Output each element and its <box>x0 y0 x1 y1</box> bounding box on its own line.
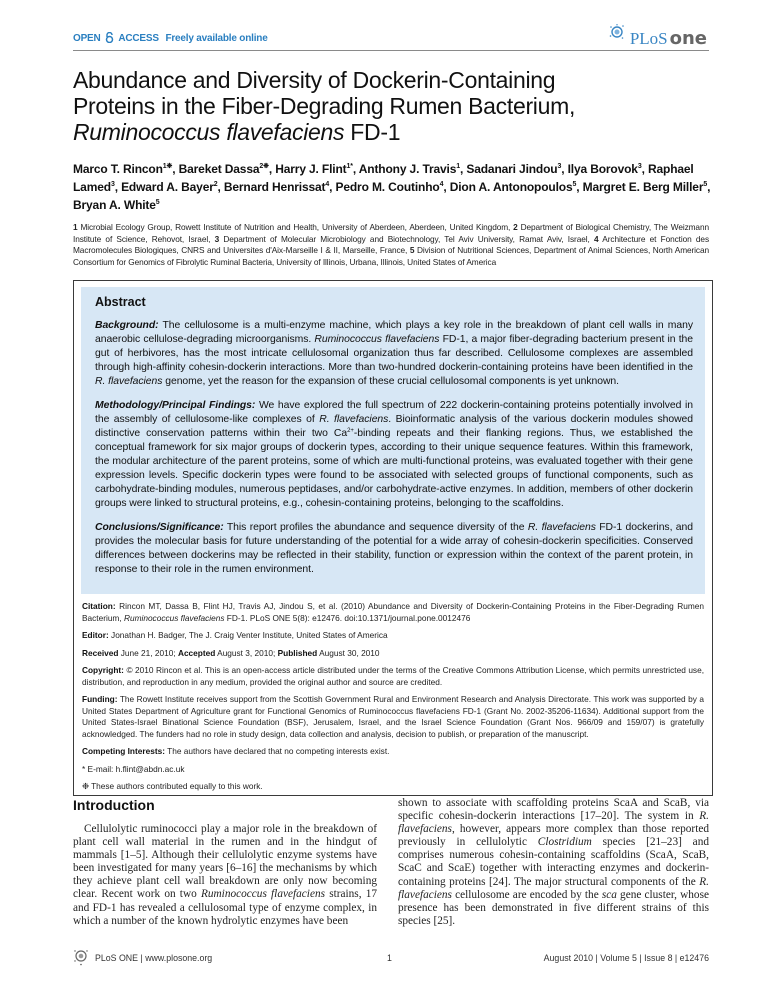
author-name: Bareket Dassa <box>178 162 260 176</box>
footer-journal-link[interactable]: PLoS ONE | www.plosone.org <box>95 953 213 963</box>
separator: , <box>172 162 179 176</box>
editor <box>82 630 704 642</box>
species-name: Ruminococcus flavefaciens <box>123 612 225 623</box>
species-name: R. flavefaciens <box>527 522 596 533</box>
text: gene cluster, whose presence has been demonstrated in five different strains of this species [25]. <box>398 888 709 927</box>
author-name: Edward A. Bayer <box>121 180 214 194</box>
abstract-info-box <box>73 280 713 796</box>
author <box>73 198 160 212</box>
funding <box>82 694 704 740</box>
abstract-panel <box>81 287 705 594</box>
text: August 30, 2010 <box>317 647 380 658</box>
superscript: 2+ <box>347 428 354 434</box>
funding-label: Funding: <box>82 694 118 704</box>
affiliation-text: Department of Biological Chemistry, The Weizmann Institute of Science, Rehovot, Israel, <box>73 222 709 244</box>
text: species [21–23] and comprises numerous cohesin-containing scaffoldins (ScaA, ScaB, ScaC and ScaE) together with interacting enzymes and dockerin-containing proteins [24]. The major structural components of the <box>398 836 709 888</box>
received-label: Received <box>82 647 119 658</box>
author-name: Anthony J. Travis <box>358 162 457 176</box>
intro-left-column <box>73 823 377 928</box>
text: FD-1. PLoS ONE 5(8): e12476. doi:10.1371/journal.pone.0012476 <box>224 612 471 623</box>
free-label: Freely available online <box>165 33 268 44</box>
text: , however, appears more complex than those reported previously in cellulolytic <box>398 823 709 849</box>
affiliation-number: 2 <box>513 222 518 232</box>
text: -binding repeats and their flanking regions. Thus, we established the conceptual framework for six major groups of dockerin types, according to their unique sequence features. Within this framework, the modular architecture of the parent proteins, some of which are multi-functional proteins, was evaluated together with their gene expression levels. Specific dockerin types were found to be associated with selected groups of functional components, such as carbohydrate-binding modules, numerous peptidases, and/or carbohydrate-active enzymes. In addition, members of other dockerin groups were linked to structural proteins, e.g., cohesin-containing proteins, belonging to the scaffoldins. <box>95 428 693 509</box>
text: shown to associate with scaffolding proteins ScaA and ScaB, via specific cohesin-dockerin interactions [17–20]. The system in <box>398 797 709 823</box>
separator: , <box>460 162 467 176</box>
copyright-label: Copyright: <box>82 665 124 675</box>
article-title <box>73 67 713 145</box>
text: © 2010 Rincon et al. This is an open-access article distributed under the terms of the Creative Commons Attribution License, which permits unrestricted use, distribution, and reproduction in any medium, provided the original author and source are credited. <box>82 665 704 687</box>
title-line-1: Abundance and Diversity of Dockerin-Containing <box>73 67 556 93</box>
separator: , <box>641 162 648 176</box>
text: FD-1, a major fiber-degrading bacterium present in the gut of herbivores, has the most intricate cellulosomal organization thus far described. Cellulosome complexes are assembled through high-affinity cohesin-dockerin interactions. More than two-hundred dockerin-containing proteins have been identified in the <box>95 334 694 373</box>
strain-name: FD-1 <box>344 119 401 145</box>
editor-label: Editor: <box>82 630 109 640</box>
open-lock-icon <box>105 32 114 43</box>
text: FD-1 dockerins, and provides the molecular basis for future understanding of the potential for a wide array of cohesin-dockerin specificities. Conserved differences between dockerins may be reflected in their stability, function or expression within the context of the parent protein, in response to their role in the rumen environment. <box>95 522 693 575</box>
citation-label: Citation: <box>82 601 116 611</box>
intro-right-column <box>398 797 709 928</box>
author <box>450 180 583 194</box>
author-name: Dion A. Antonopoulos <box>449 180 573 194</box>
author <box>568 162 648 176</box>
species-name: R. flavefaciens <box>398 875 709 901</box>
text: The cellulosome is a multi-enzyme machine, which plays a key role in the breakdown of plant cell walls in many anaerobic cellulose-degrading microorganisms. <box>95 320 693 345</box>
article-metadata <box>82 601 704 799</box>
affiliations <box>73 222 709 269</box>
affiliation-number: 3 <box>214 233 220 244</box>
page-number: 1 <box>387 953 392 963</box>
abstract-background <box>95 319 693 389</box>
accepted-label: Accepted <box>177 647 216 658</box>
open-label: OPEN <box>73 33 101 44</box>
text: June 21, 2010; <box>118 647 178 658</box>
text: The authors have declared that no competing interests exist. <box>164 746 390 756</box>
title-line-2: Proteins in the Fiber-Degrading Rumen Bacterium, <box>73 93 576 119</box>
published-label: Published <box>277 647 318 658</box>
access-label: ACCESS <box>118 33 159 44</box>
author-affiliation-sup: 5 <box>155 199 160 206</box>
methodology-label: Methodology/Principal Findings: <box>95 400 256 411</box>
separator: , <box>707 180 711 194</box>
citation <box>82 601 704 624</box>
author-affiliation-sup: 2❉ <box>259 163 269 170</box>
text: Rincon MT, Dassa B, Flint HJ, Travis AJ, Jindou S, et al. (2010) Abundance and Diversity of Dockerin-Containing Proteins in the Fiber-Degrading Rumen Bacterium, <box>82 601 704 623</box>
text: This report profiles the abundance and sequence diversity of the <box>223 522 528 533</box>
species-name: Ruminococcus flavefaciens <box>73 119 345 145</box>
author-list <box>73 160 713 214</box>
author-name: Pedro M. Coutinho <box>335 180 440 194</box>
author-name: Bernard Henrissat <box>223 180 326 194</box>
affiliation-text: Department of Molecular Microbiology and Biotechnology, Tel Aviv University, Ramat Aviv, Israel, <box>219 233 594 244</box>
separator: , <box>329 180 336 194</box>
title-line-3 <box>73 119 713 145</box>
author <box>275 162 359 176</box>
author-name: Raphael Lamed <box>73 162 694 194</box>
open-access-banner <box>73 32 268 44</box>
abstract-methodology <box>95 399 693 511</box>
background-label: Background: <box>95 320 159 331</box>
separator: , <box>352 162 359 176</box>
page-footer <box>73 948 709 968</box>
text: August 3, 2010; <box>215 647 278 658</box>
text: Jonathan H. Badger, The J. Craig Venter Institute, United States of America <box>108 630 388 640</box>
species-name: R. flavefaciens <box>95 376 163 387</box>
plos-globe-icon <box>609 24 625 40</box>
abstract-conclusions <box>95 521 693 577</box>
author-name: Margret E. Berg Miller <box>582 180 704 194</box>
author-affiliation-sup: 1* <box>346 163 353 170</box>
text: Cellulolytic ruminococci play a major role in the breakdown of plant cell wall material in the rumen and in the hindgut of mammals [1–5]. Although their cellulolytic enzyme systems have been investigated for many years [6–16] the mechanisms by which they achieve plant cell wall breakdown are only now becoming clear. Recent work on two <box>73 823 377 901</box>
plos-globe-icon <box>73 948 89 966</box>
text: genome, yet the reason for the expansion of these crucial cellulosomal components is yet unknown. <box>162 376 619 387</box>
copyright <box>82 665 704 688</box>
conclusions-label: Conclusions/Significance: <box>95 522 224 533</box>
introduction-heading: Introduction <box>73 797 155 813</box>
author-name: Ilya Borovok <box>567 162 638 176</box>
author-affiliation-sup: 3 <box>110 181 115 188</box>
author-affiliation-sup: 3 <box>557 163 562 170</box>
author <box>466 162 567 176</box>
separator: , <box>217 180 224 194</box>
species-name: Ruminococcus flavefaciens <box>200 888 325 901</box>
author-affiliation-sup: 3 <box>637 163 642 170</box>
affiliation-number: 5 <box>409 245 415 256</box>
genus-name: Clostridium <box>537 836 592 849</box>
author <box>336 180 450 194</box>
gene-name: sca <box>601 888 617 901</box>
author-affiliation-sup: 4 <box>439 181 444 188</box>
author <box>73 162 179 176</box>
text: cellulosome are encoded by the <box>451 888 602 901</box>
abstract-heading: Abstract <box>95 295 146 309</box>
affiliation-text: Microbial Ecology Group, Rowett Institute of Nutrition and Health, University of Aberdeen, Aberdeen, United Kingdom, <box>77 222 514 232</box>
separator: , <box>114 180 122 194</box>
corresponding-email[interactable]: * E-mail: h.flint@abdn.ac.uk <box>82 763 185 774</box>
text: . Bioinformatic analysis of the various dockerin modules showed distinctive conservation patterns within their two Ca <box>95 414 693 439</box>
separator: , <box>576 180 583 194</box>
author <box>179 162 276 176</box>
author-name: Marco T. Rincon <box>73 162 163 176</box>
author-name: Sadanari Jindou <box>466 162 558 176</box>
species-name: R. flavefaciens <box>398 810 709 836</box>
affiliation-text: Architecture et Fonction des Macromolecules Biologiques, CNRS and Universites d'Aix-Marseille I & II, Marseille, France, <box>73 233 709 256</box>
equal-contribution-note: ❉ These authors contributed equally to this work. <box>82 781 263 791</box>
text: strains, 17 and FD-1 has revealed a cellulosomal type of enzyme complex, in which a number of the known hydrolytic enzymes have been <box>73 888 378 927</box>
author-affiliation-sup: 4 <box>325 181 330 188</box>
separator: , <box>268 162 276 176</box>
dates <box>82 648 704 660</box>
affiliation-number: 1 <box>73 222 78 232</box>
author-name: Bryan A. White <box>73 198 156 212</box>
text: We have explored the full spectrum of 222 dockerin-containing proteins potentially involved in the assembly of cellulosome-like complexes of <box>95 400 693 425</box>
separator: , <box>443 180 450 194</box>
competing-label: Competing Interests: <box>82 746 165 756</box>
affiliation-text: Division of Nutritional Sciences, Department of Animal Sciences, North American Consortium for Genomics of Fibrolytic Ruminal Bacteria, University of Illinois, Urbana, Illinois, United States of America <box>73 245 710 268</box>
author <box>224 180 336 194</box>
footer-issue-info: August 2010 | Volume 5 | Issue 8 | e12476 <box>543 953 709 963</box>
competing-interests <box>82 746 704 758</box>
journal-header <box>73 26 709 51</box>
species-name: Ruminococcus flavefaciens <box>314 334 440 345</box>
author-name: Harry J. Flint <box>275 162 347 176</box>
author-affiliation-sup: 1 <box>456 163 460 170</box>
plos-one-logo <box>609 24 707 49</box>
plos-text: PLoS <box>629 29 668 48</box>
one-text: one <box>669 28 707 49</box>
author <box>583 180 711 194</box>
text: The Rowett Institute receives support from the Scottish Government Rural and Environment Research and Analysis Directorate. This work was supported by a United States Department of Agriculture grant for Functional Genomics of Ruminococcus flavefaciens FD-1 (Grant No. 2002-35206-11634). Additional support from the United States-Israel Binational Science Foundation (BSF), Jerusalem, Israel, and the Israel Science Foundation (Grant Nos. 966/09 and 159/07) is gratefully acknowledged. The funders had no role in study design, data collection and analysis, decision to publish, or preparation of the manuscript. <box>82 694 704 739</box>
species-name: R. flavefaciens <box>319 414 389 425</box>
author <box>121 180 224 194</box>
author <box>359 162 467 176</box>
author-affiliation-sup: 5 <box>703 181 708 188</box>
author-affiliation-sup: 1❉ <box>162 163 173 170</box>
separator: , <box>561 162 568 176</box>
author-affiliation-sup: 2 <box>213 181 218 188</box>
affiliation-number: 4 <box>593 233 599 244</box>
author-affiliation-sup: 5 <box>572 181 577 188</box>
